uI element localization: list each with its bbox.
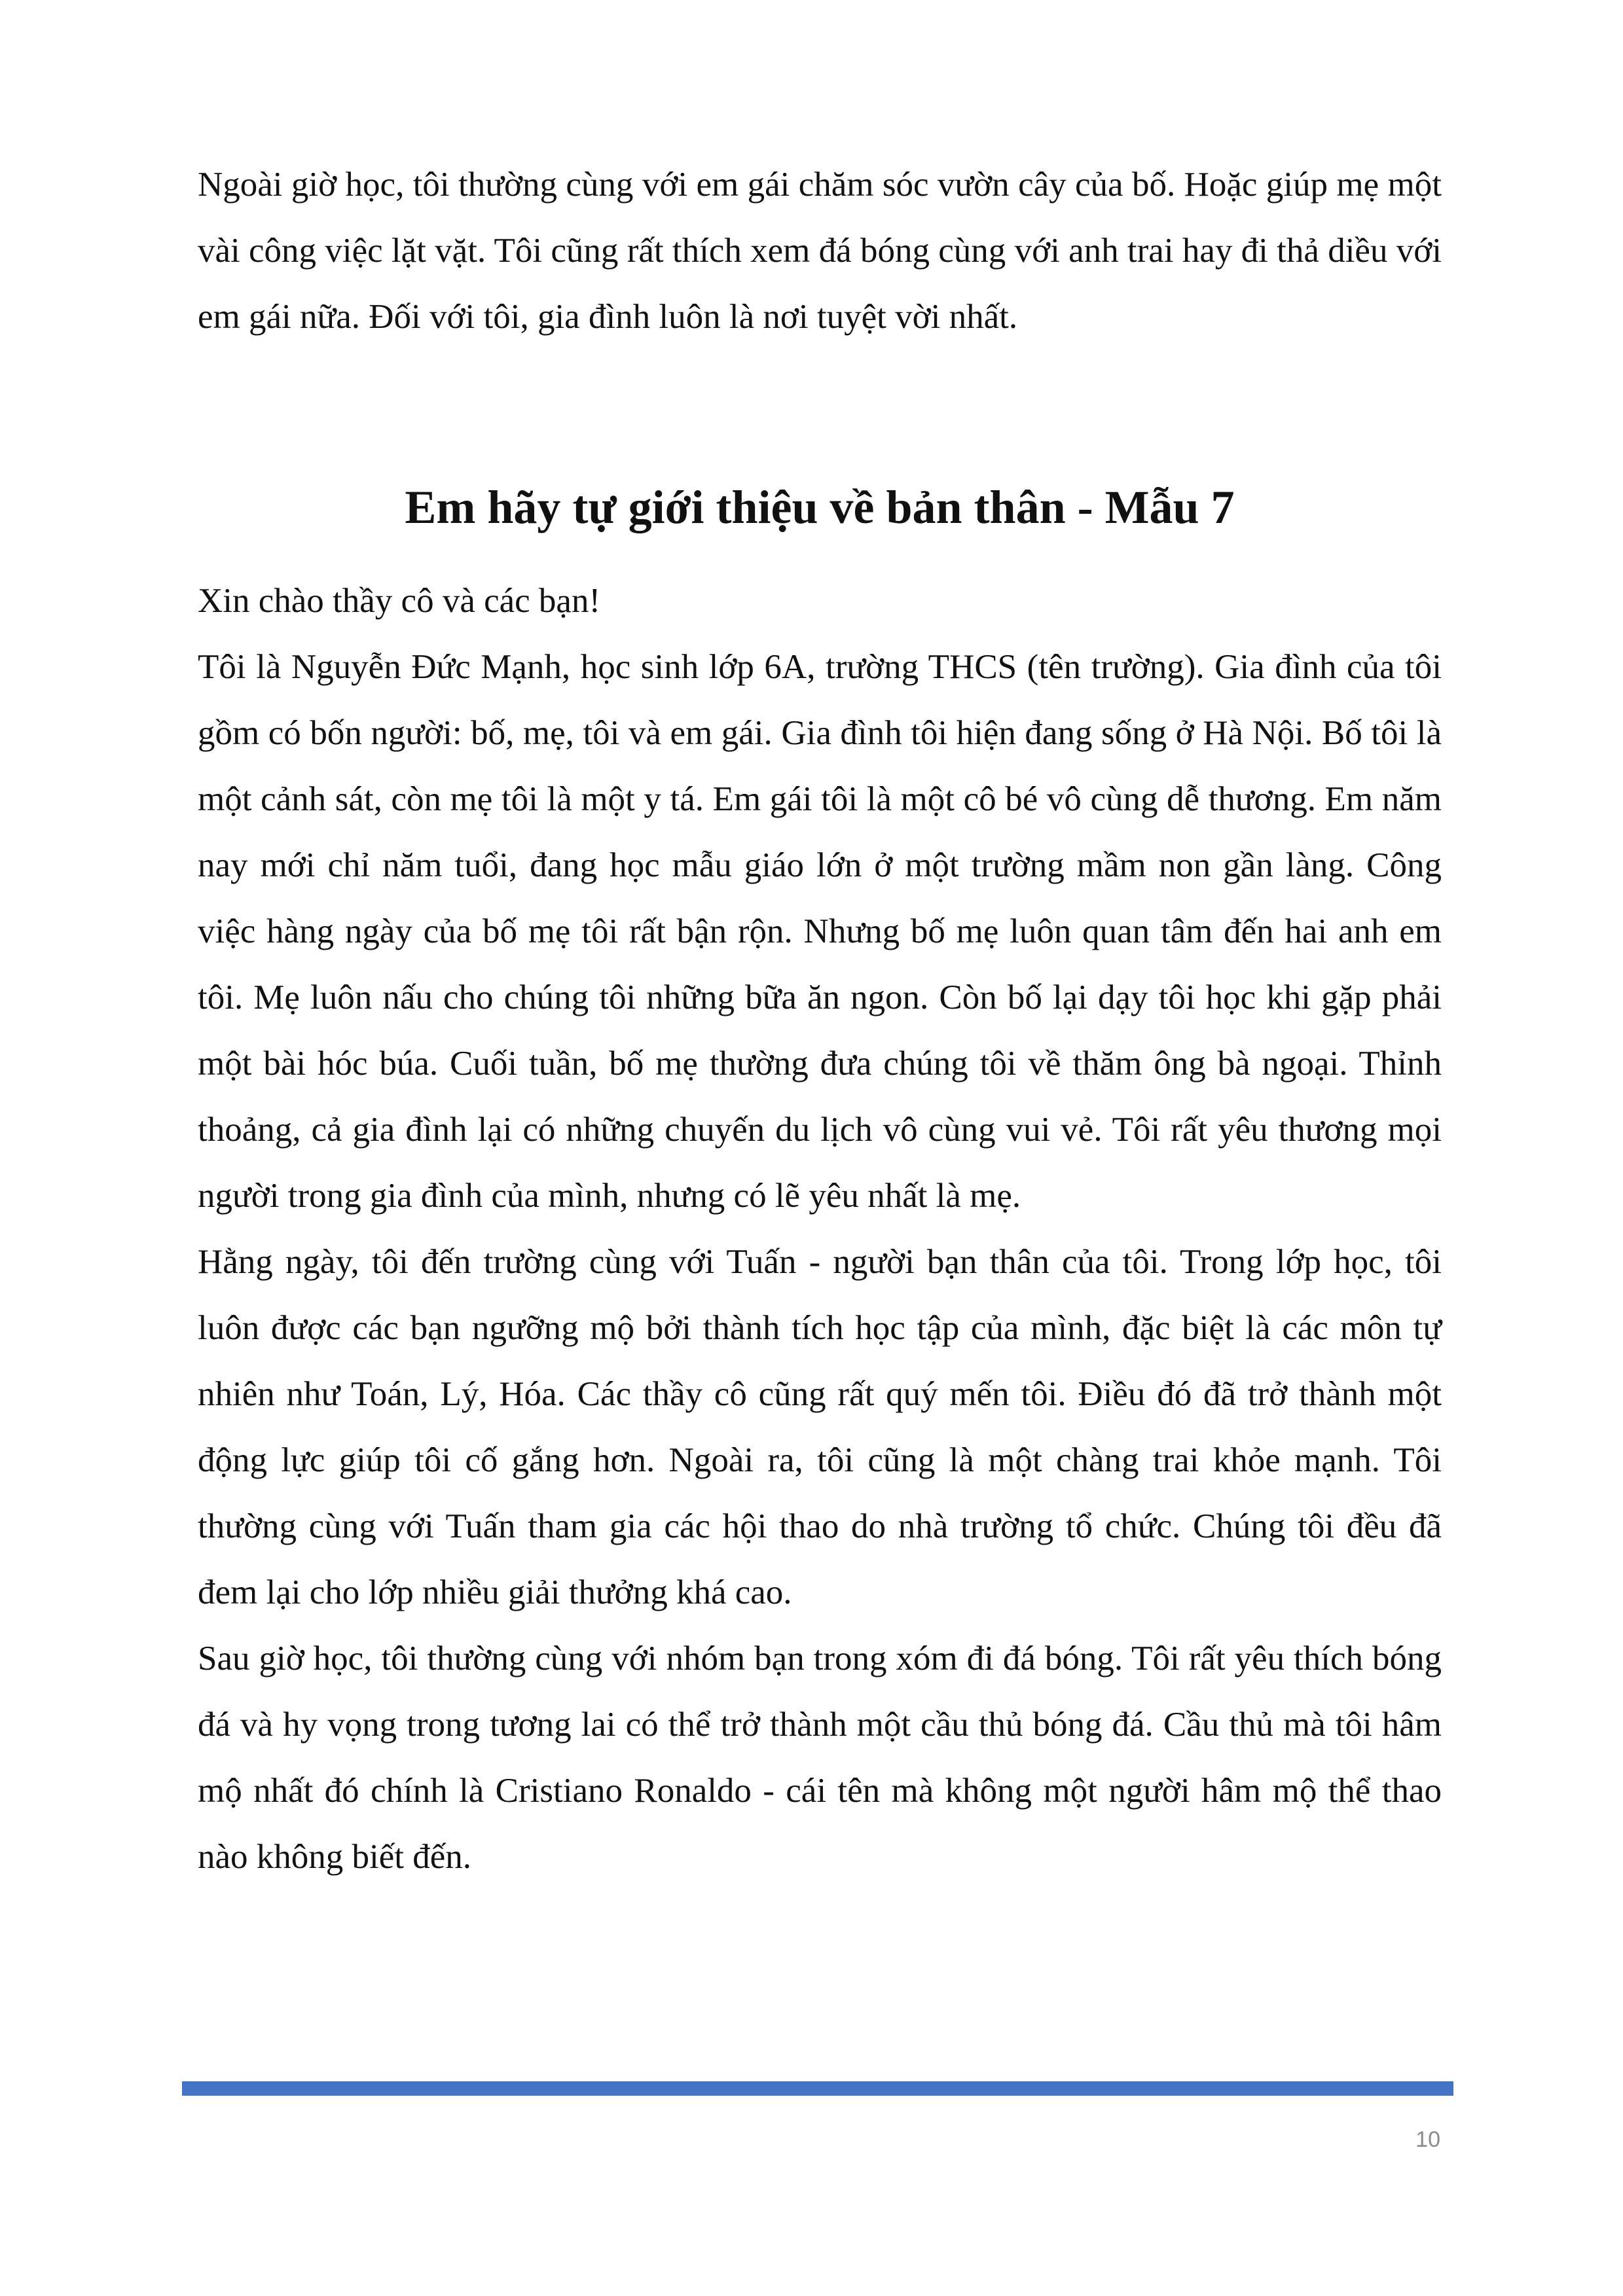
footer-divider-bar: [182, 2081, 1453, 2096]
page-number: 10: [1415, 2127, 1440, 2152]
intro-paragraph: Ngoài giờ học, tôi thường cùng với em gái chăm sóc vườn cây của bố. Hoặc giúp mẹ một vài công việc lặt vặt. Tôi cũng rất thích xem đá bóng cùng với anh trai hay đi thả diều với em gái nữa. Đối với tôi, gia đình luôn là nơi tuyệt vời nhất.: [198, 166, 1442, 336]
school-paragraph: Hằng ngày, tôi đến trường cùng với Tuấn - người bạn thân của tôi. Trong lớp học, tôi luôn được các bạn ngưỡng mộ bởi thành tích học tập của mình, đặc biệt là các môn tự nhiên như Toán, Lý, Hóa. Các thầy cô cũng rất quý mến tôi. Điều đó đã trở thành một động lực giúp tôi cố gắng hơn. Ngoài ra, tôi cũng là một chàng trai khỏe mạnh. Tôi thường cùng với Tuấn tham gia các hội thao do nhà trường tổ chức. Chúng tôi đều đã đem lại cho lớp nhiều giải thưởng khá cao.: [198, 1243, 1442, 1611]
hobby-paragraph: Sau giờ học, tôi thường cùng với nhóm bạn trong xóm đi đá bóng. Tôi rất yêu thích bóng đá và hy vọng trong tương lai có thể trở thành một cầu thủ bóng đá. Cầu thủ mà tôi hâm mộ nhất đó chính là Cristiano Ronaldo - cái tên mà không một người hâm mộ thể thao nào không biết đến.: [198, 1640, 1442, 1876]
greeting-paragraph: Xin chào thầy cô và các bạn!: [198, 582, 601, 620]
main-text-block: [198, 568, 1442, 1890]
intro-text-block: [198, 152, 1442, 350]
family-paragraph: Tôi là Nguyễn Đức Mạnh, học sinh lớp 6A, trường THCS (tên trường). Gia đình của tôi gồm có bốn người: bố, mẹ, tôi và em gái. Gia đình tôi hiện đang sống ở Hà Nội. Bố tôi là một cảnh sát, còn mẹ tôi là một y tá. Em gái tôi là một cô bé vô cùng dễ thương. Em năm nay mới chỉ năm tuổi, đang học mẫu giáo lớn ở một trường mầm non gần làng. Công việc hàng ngày của bố mẹ tôi rất bận rộn. Nhưng bố mẹ luôn quan tâm đến hai anh em tôi. Mẹ luôn nấu cho chúng tôi những bữa ăn ngon. Còn bố lại dạy tôi học khi gặp phải một bài hóc búa. Cuối tuần, bố mẹ thường đưa chúng tôi về thăm ông bà ngoại. Thỉnh thoảng, cả gia đình lại có những chuyến du lịch vô cùng vui vẻ. Tôi rất yêu thương mọi người trong gia đình của mình, nhưng có lẽ yêu nhất là mẹ.: [198, 648, 1442, 1215]
section-heading: Em hãy tự giới thiệu về bản thân - Mẫu 7: [405, 481, 1235, 533]
